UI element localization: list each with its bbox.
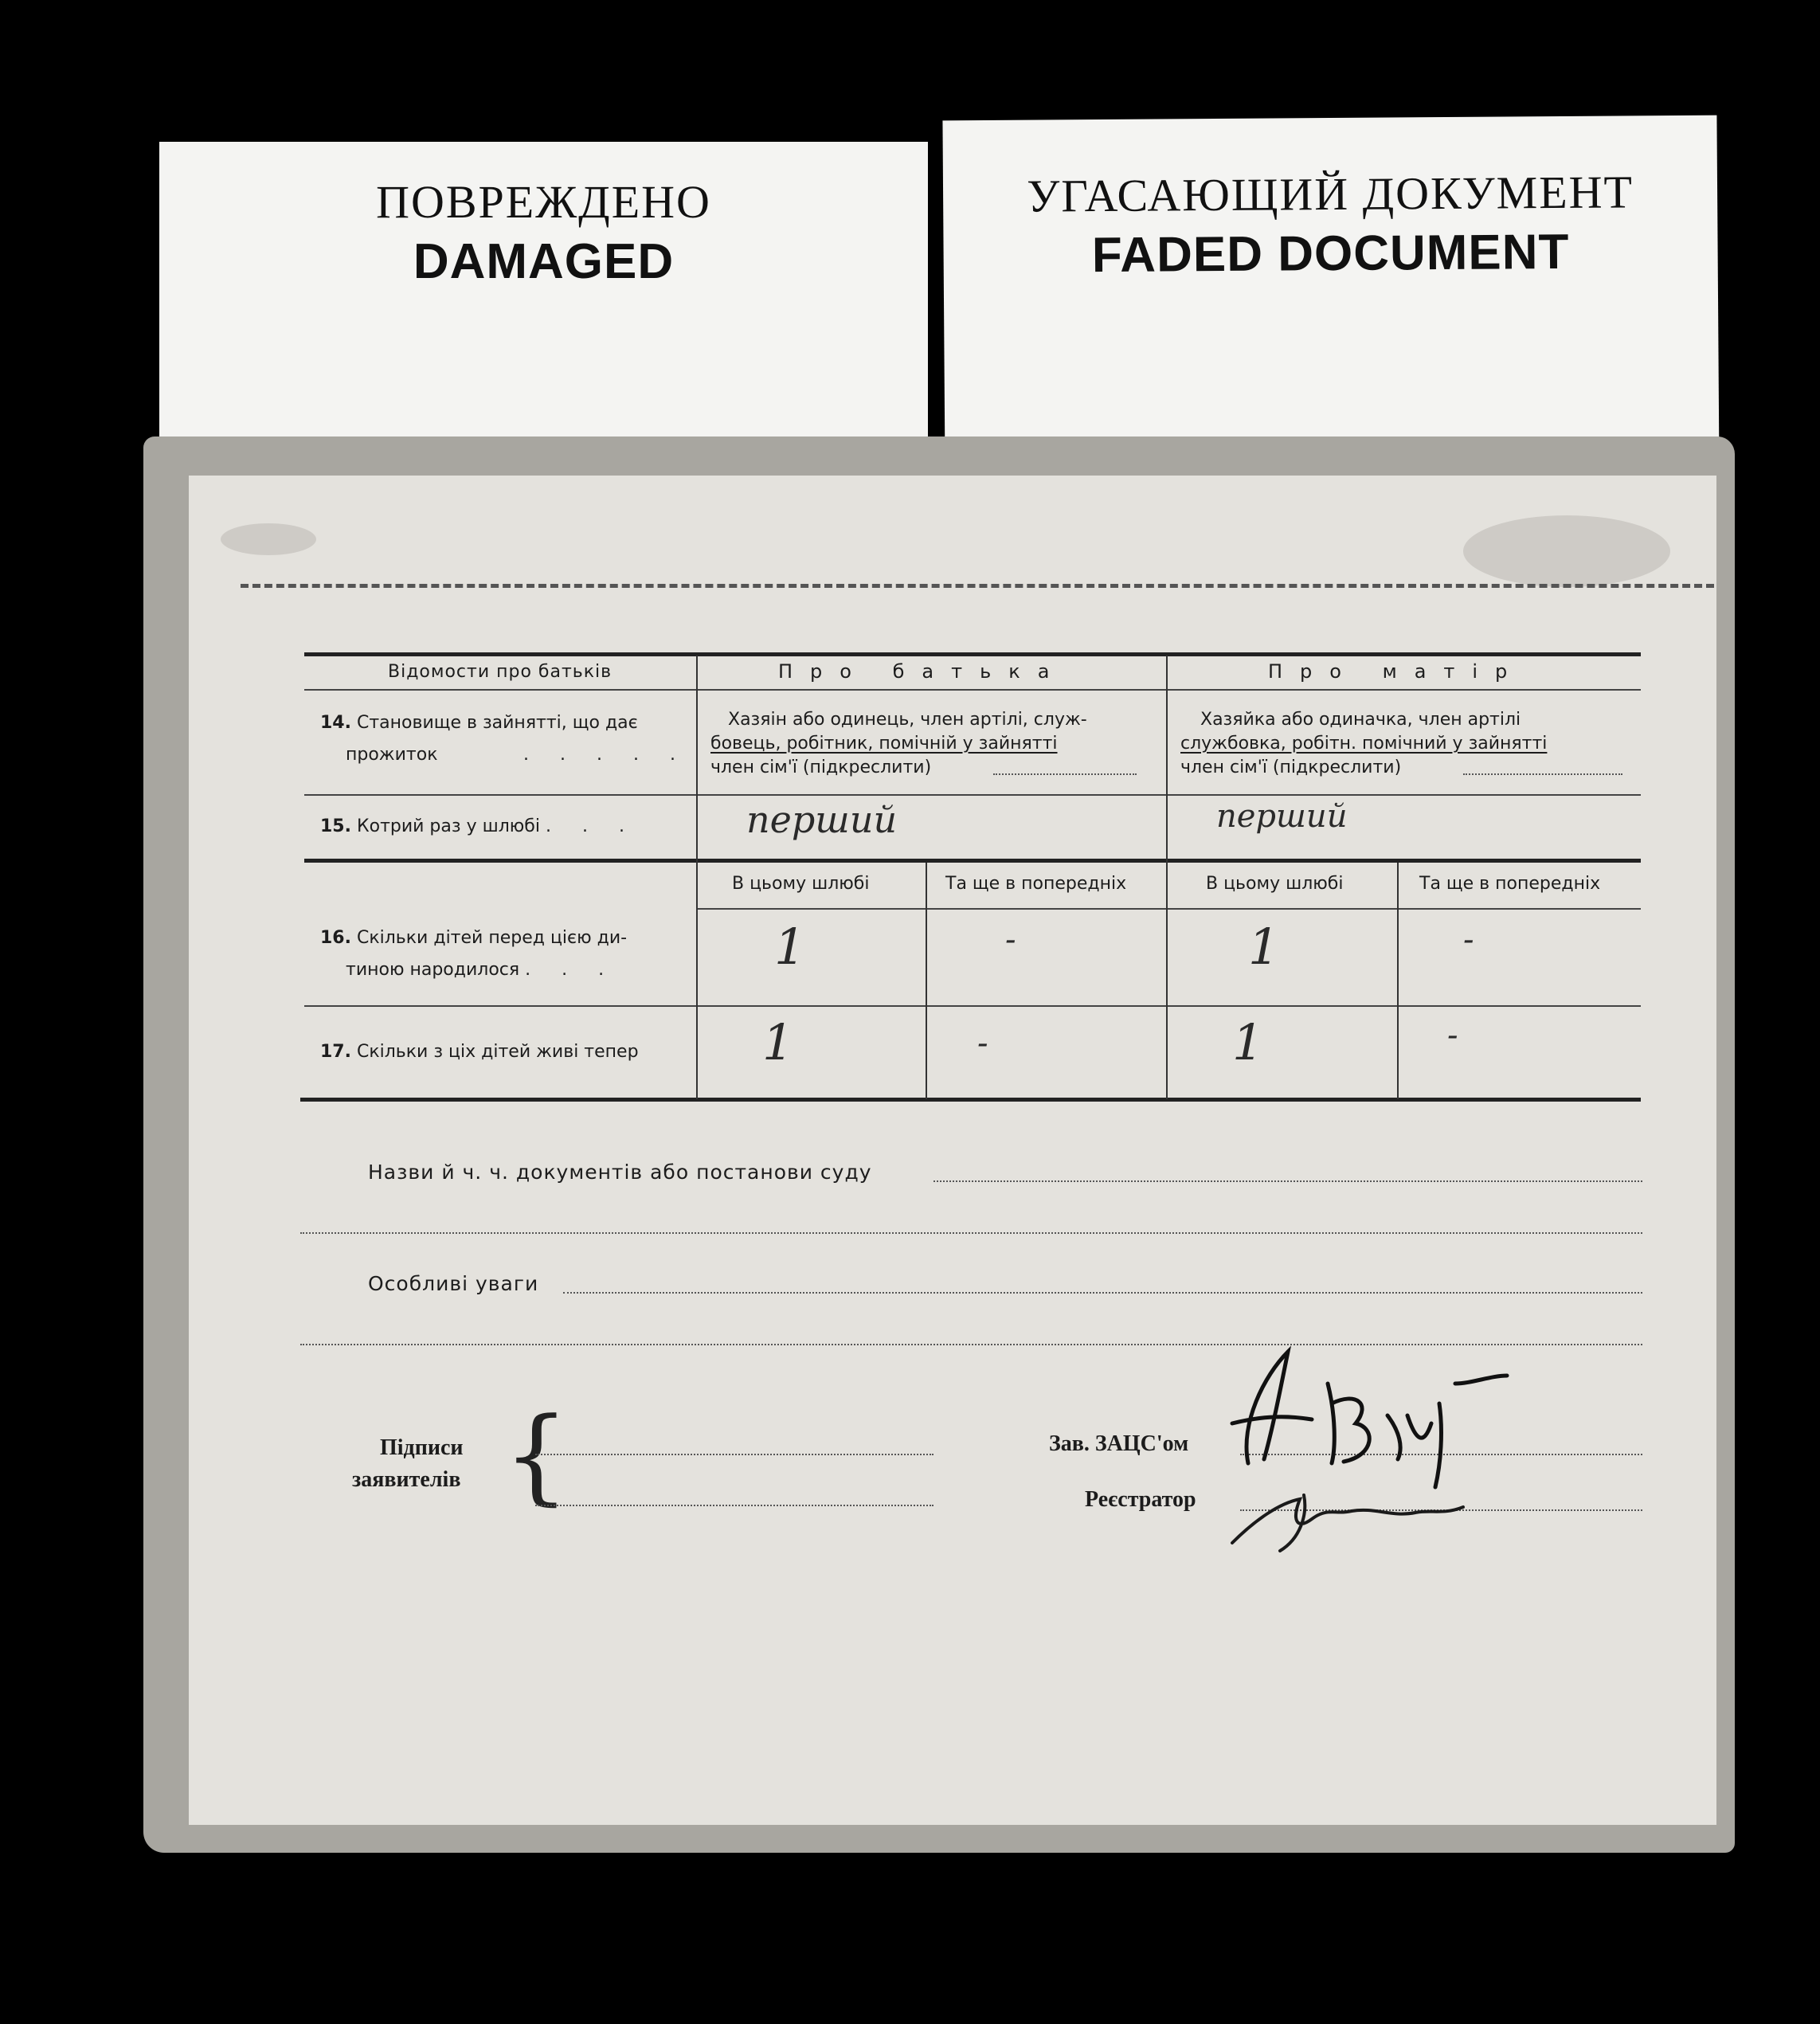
subheader-father-previous: Та ще в попередніх [945, 874, 1127, 894]
notes-field-line [563, 1292, 1642, 1294]
documents-field-line [933, 1180, 1642, 1182]
row16-mother-prev: - [1463, 922, 1474, 958]
subheader-mother-this: В цьому шлюбі [1206, 874, 1344, 894]
applicant-signature-line-2 [535, 1505, 933, 1506]
header-father: Про батька [778, 660, 1067, 683]
row16-label-line2-text: тиною народилося [346, 960, 520, 980]
row14-number: 14. [320, 713, 351, 733]
row17-number: 17. [320, 1042, 351, 1062]
column-divider [926, 863, 927, 1099]
row15-father-value: перший [746, 798, 898, 841]
document-page [189, 476, 1716, 1825]
row16-rule [304, 1005, 1641, 1007]
column-divider [696, 656, 698, 1099]
row17-label-text: Скільки з ціх дітей живі тепер [356, 1042, 639, 1062]
row16-father-prev: - [1005, 922, 1016, 958]
applicant-signature-line-1 [535, 1454, 933, 1455]
row16-number: 16. [320, 928, 351, 948]
row16-label [320, 923, 627, 953]
documents-field-line-2 [300, 1232, 1642, 1234]
head-signature-scribble [1216, 1328, 1519, 1471]
header-mother: Про матір [1268, 660, 1525, 683]
registrar-label: Реєстратор [1085, 1487, 1196, 1512]
row14-rule [304, 794, 1641, 796]
head-label: Зав. ЗАЦС'ом [1049, 1431, 1189, 1456]
row14-leader-dots: . . . . . [523, 745, 688, 765]
row17-father-this: 1 [762, 1013, 794, 1071]
row14-label-line1: Становище в зайнятті, що дає [356, 713, 638, 733]
column-divider [1166, 656, 1168, 1099]
row15-rule [304, 859, 1641, 863]
row14-father-line1: Хазяін або одинець, член артілі, служ- [728, 710, 1087, 730]
row16-label-line2: тиною народилося . . . [346, 960, 617, 980]
row15-number: 15. [320, 816, 351, 836]
header-parents-info: Відомости про батьків [388, 662, 613, 682]
faded-document-card [942, 115, 1719, 481]
row14-mother-line2: службовка, робітн. помічний у зайнятті [1180, 734, 1548, 754]
subheader-rule [696, 908, 1641, 910]
row15-label: 15. Котрий раз у шлюбі . . . [320, 816, 637, 836]
row17-mother-prev: - [1447, 1017, 1458, 1054]
damaged-label-en: DAMAGED [413, 234, 675, 289]
registrar-signature-scribble [1224, 1471, 1487, 1559]
stain [221, 523, 316, 555]
subheader-mother-previous: Та ще в попередніх [1419, 874, 1601, 894]
header-rule [304, 689, 1641, 691]
row15-label-text: Котрий раз у шлюбі [356, 816, 540, 836]
notes-label: Особливі уваги [368, 1272, 539, 1295]
row14-label-line2: прожиток [346, 745, 438, 765]
faded-label-ru: УГАСАЮЩИЙ ДОКУМЕНТ [1027, 166, 1634, 222]
table-bottom-rule [300, 1098, 1641, 1102]
row16-mother-this: 1 [1248, 918, 1280, 976]
column-divider [1397, 863, 1399, 1099]
row17-father-prev: - [977, 1025, 988, 1062]
row14-father-line3: член сім'ї (підкреслити) [710, 758, 932, 777]
row14-mother-line1: Хазяйка або одиначка, член артілі [1200, 710, 1521, 730]
row15-mother-value: перший [1216, 798, 1348, 835]
perforation-line [241, 584, 1714, 588]
brace: { [503, 1395, 569, 1516]
applicants-signatures-label-2: заявителів [352, 1467, 461, 1492]
row14-label [320, 708, 638, 738]
row14-mother-line3: член сім'ї (підкреслити) [1180, 758, 1402, 777]
table-top-rule [304, 652, 1641, 656]
row17-label [320, 1037, 639, 1067]
documents-label: Назви й ч. ч. документів або постанови суду [368, 1161, 872, 1184]
damaged-label-ru: ПОВРЕЖДЕНО [376, 176, 711, 228]
row16-father-this: 1 [774, 918, 806, 976]
row17-mother-this: 1 [1232, 1013, 1264, 1071]
row14-father-line2: бовець, робітник, помічній у зайнятті [710, 734, 1058, 754]
stain [1463, 515, 1670, 587]
damaged-card [159, 142, 928, 476]
applicants-signatures-label-1: Підписи [380, 1435, 464, 1460]
faded-label-en: FADED DOCUMENT [1091, 224, 1570, 284]
dotted-line [1463, 773, 1622, 775]
subheader-father-this: В цьому шлюбі [732, 874, 870, 894]
row16-label-line1: Скільки дітей перед цією ди- [356, 928, 628, 948]
dotted-line [993, 773, 1137, 775]
